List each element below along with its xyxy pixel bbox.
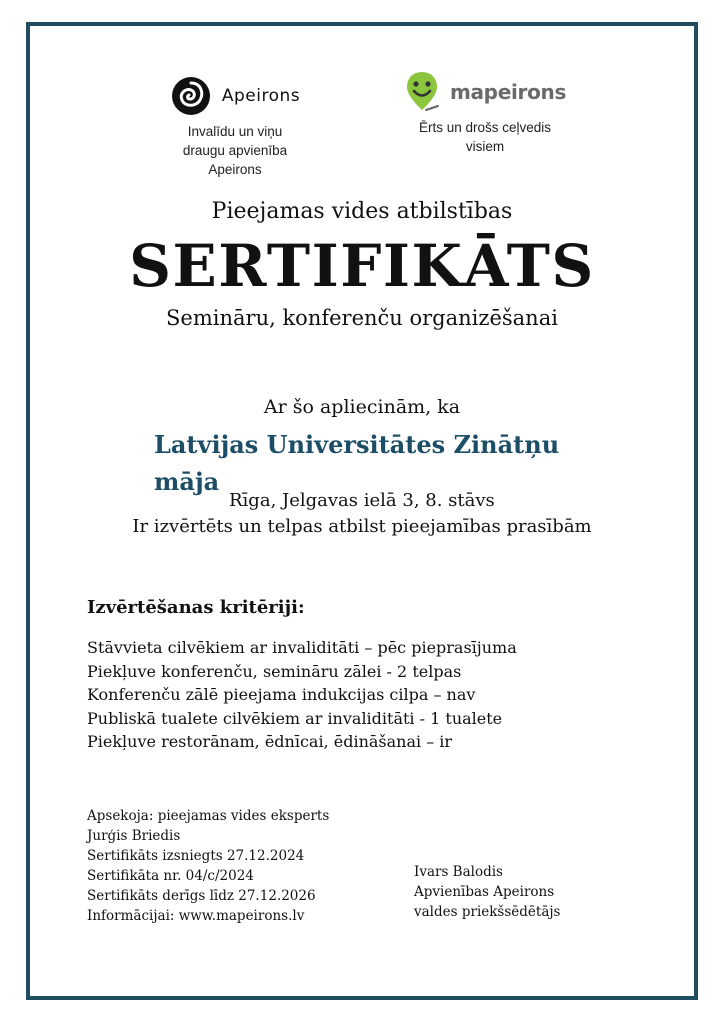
signer-role: valdes priekšsēdētājs xyxy=(414,904,561,920)
caption-line: visiem xyxy=(465,139,505,154)
apeirons-caption xyxy=(140,122,330,179)
certificate-intro: Ar šo apliecinām, ka xyxy=(263,396,461,418)
mapeirons-pin-face-icon xyxy=(404,70,440,114)
certificate-title: SERTIFIKĀTS xyxy=(129,232,595,300)
signer-block xyxy=(414,862,561,922)
mapeirons-logo xyxy=(390,68,580,116)
apeirons-logo-block xyxy=(140,72,330,179)
apeirons-logo xyxy=(140,72,330,120)
signer-name: Ivars Balodis xyxy=(414,864,503,880)
criteria-item: Publiskā tualete cilvēkiem ar invaliditāti - 1 tualete xyxy=(87,708,503,728)
inspector-name: Jurģis Briedis xyxy=(87,828,181,844)
caption-line: Ērts un drošs ceļvedis xyxy=(418,120,552,135)
apeirons-brand: Apeirons xyxy=(221,86,301,106)
apeirons-swirl-icon xyxy=(170,75,212,117)
criteria-list xyxy=(87,636,517,754)
criteria-title: Izvērtēšanas kritēriji: xyxy=(87,597,305,618)
valid-until: Sertifikāts derīgs līdz 27.12.2026 xyxy=(87,888,316,904)
info-website: Informācijai: www.mapeirons.lv xyxy=(87,908,305,924)
organization-address: Rīga, Jelgavas ielā 3, 8. stāvs xyxy=(229,490,495,511)
mapeirons-logo-block xyxy=(390,68,580,156)
mapeirons-caption xyxy=(390,118,580,156)
certificate-number: Sertifikāta nr. 04/c/2024 xyxy=(87,868,254,884)
caption-line: draugu apvienība xyxy=(182,143,288,158)
criteria-item: Konferenču zālē pieejama indukcijas cilpa – nav xyxy=(87,685,476,704)
criteria-item: Piekļuve restorānam, ēdnīcai, ēdināšanai – ir xyxy=(87,732,453,751)
certificate-pre-title: Pieejamas vides atbilstības xyxy=(211,199,513,224)
caption-line: Apeirons xyxy=(208,162,262,177)
issued-date: Sertifikāts izsniegts 27.12.2024 xyxy=(87,848,305,864)
caption-line: Invalīdu un viņu xyxy=(187,124,283,139)
criteria-item: Piekļuve konferenču, semināru zālei - 2 telpas xyxy=(87,661,462,681)
organization-name: Latvijas Universitātes Zinātņu māja xyxy=(154,430,560,496)
mapeirons-brand: mapeirons xyxy=(449,80,567,104)
signer-organization: Apvienības Apeirons xyxy=(414,884,555,900)
inspector-line: Apsekoja: pieejamas vides eksperts xyxy=(87,808,330,824)
certificate-info xyxy=(87,806,329,926)
certificate-statement: Ir izvērtēts un telpas atbilst pieejamības prasībām xyxy=(132,516,592,537)
criteria-item: Stāvvieta cilvēkiem ar invaliditāti – pēc pieprasījuma xyxy=(87,638,517,657)
certificate-subtitle: Semināru, konferenču organizēšanai xyxy=(166,306,558,330)
